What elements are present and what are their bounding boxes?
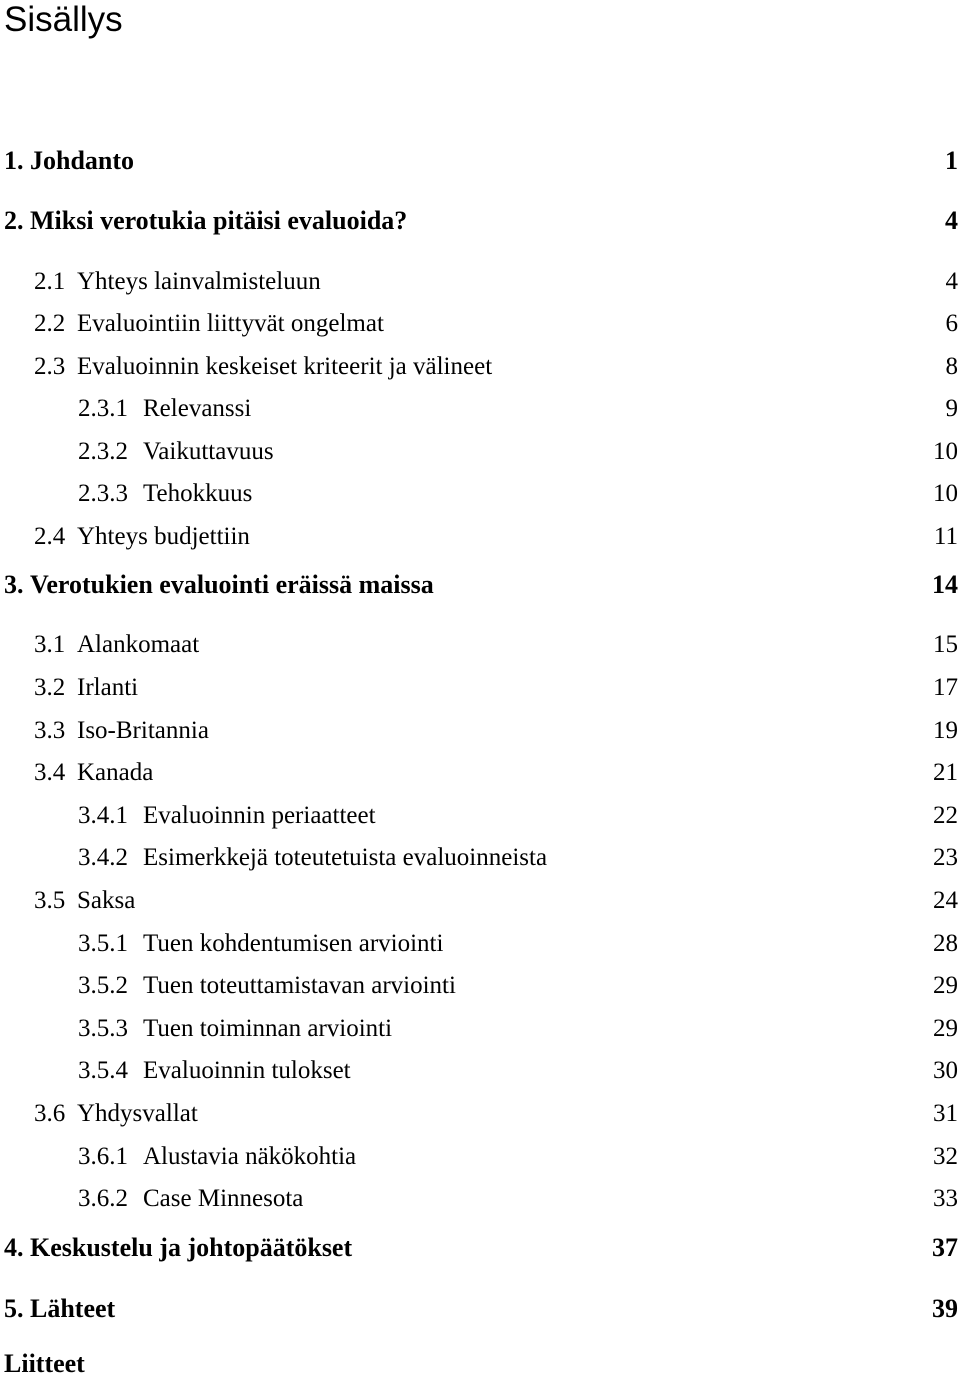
toc-entry-title: Tuen kohdentumisen arviointi [143,930,444,957]
toc-entry[interactable] [0,474,960,514]
toc-entry-title: Alankomaat [77,631,200,658]
toc-entry-page: 19 [933,717,958,744]
toc-entry-number: 2.1 [34,268,66,295]
toc-entry-page: 10 [933,480,958,507]
toc-entry[interactable] [0,711,960,751]
toc-entry-number: 2.3.3 [78,480,128,507]
toc-entry-number: 3.4 [34,759,66,786]
toc-entry-page: 23 [933,844,958,871]
toc-entry-page: 28 [933,930,958,957]
toc-entry[interactable] [0,347,960,387]
toc-entry-page: 37 [932,1233,958,1262]
toc-entry-page: 21 [933,759,958,786]
toc-entry-title: Evaluoinnin periaatteet [143,802,376,829]
toc-entry[interactable] [0,1137,960,1177]
toc-entry-page: 31 [933,1100,958,1127]
toc-entry-number: 3.5.1 [78,930,128,957]
toc-entry-number: 2.2 [34,310,66,337]
toc-entry-title: Yhteys lainvalmisteluun [77,268,321,295]
toc-entry[interactable] [0,565,960,605]
toc-entry[interactable] [0,1179,960,1219]
toc-entry-number: 3.6.1 [78,1143,128,1170]
toc-entry[interactable] [0,924,960,964]
toc-entry-title: Liitteet [4,1349,85,1378]
toc-entry[interactable] [0,1289,960,1329]
toc-entry[interactable] [0,389,960,429]
toc-entry-number: 2.3.1 [78,395,128,422]
toc-entry-title: Case Minnesota [143,1185,304,1212]
toc-entry-page: 33 [933,1185,958,1212]
toc-entry-page: 22 [933,802,958,829]
toc-entry-number: 3.1 [34,631,66,658]
toc-entry[interactable] [0,1051,960,1091]
toc-entry-title: Kanada [77,759,154,786]
toc-entry-title: Tuen toteuttamistavan arviointi [143,972,456,999]
toc-entry[interactable] [0,432,960,472]
toc-entry-page: 4 [945,268,958,295]
toc-entry-title: Verotukien evaluointi eräissä maissa [30,570,434,599]
toc-entry-number: 3.5 [34,887,66,914]
toc-entry-title: Yhteys budjettiin [77,523,250,550]
toc-entry-number: 1. [4,146,24,175]
toc-entry-title: Yhdysvallat [77,1100,198,1127]
toc-entry-number: 3.5.3 [78,1015,128,1042]
toc-entry-title: Saksa [77,887,136,914]
toc-entry-number: 3.2 [34,674,66,701]
toc-entry-page: 29 [933,1015,958,1042]
toc-entry-title: Alustavia näkökohtia [143,1143,357,1170]
toc-entry-page: 9 [945,395,958,422]
toc-entry-page: 1 [945,146,958,175]
toc-entry-title: Miksi verotukia pitäisi evaluoida? [30,206,408,235]
toc-entry[interactable] [0,1009,960,1049]
toc-entry-title: Iso-Britannia [77,717,209,744]
toc-entry-number: 2.4 [34,523,66,550]
toc-entry-page: 4 [945,206,958,235]
toc-entry-page: 15 [933,631,958,658]
toc-entry-page: 11 [933,523,958,550]
toc-entry-number: 3. [4,570,24,599]
toc-entry[interactable] [0,838,960,878]
toc-entry[interactable] [0,796,960,836]
toc-entry-page: 14 [932,570,958,599]
toc-entry-page: 6 [945,310,958,337]
toc-entry[interactable] [0,201,960,241]
toc-entry-title: Evaluointiin liittyvät ongelmat [77,310,384,337]
page-title: Sisällys [4,0,123,39]
toc-entry[interactable] [0,753,960,793]
toc-entry-page: 29 [933,972,958,999]
toc-entry-title: Evaluoinnin tulokset [143,1057,351,1084]
toc-entry-title: Tehokkuus [143,480,253,507]
toc-entry[interactable] [0,881,960,921]
toc-entry-page: 17 [933,674,958,701]
toc-entry-page: 30 [933,1057,958,1084]
toc-entry-title: Keskustelu ja johtopäätökset [30,1233,353,1262]
toc-entry-title: Relevanssi [143,395,252,422]
toc-entry-title: Esimerkkejä toteutetuista evaluoinneista [143,844,548,871]
toc-entry[interactable] [0,1344,960,1384]
toc-entry-number: 3.6.2 [78,1185,128,1212]
toc-entry[interactable] [0,625,960,665]
toc-entry-page: 39 [932,1294,958,1323]
toc-entry[interactable] [0,304,960,344]
toc-entry[interactable] [0,141,960,181]
toc-entry-number: 2.3 [34,353,66,380]
toc-entry-page: 32 [933,1143,958,1170]
toc-entry[interactable] [0,1228,960,1268]
toc-entry-number: 3.3 [34,717,66,744]
toc-entry-title: Lähteet [30,1294,116,1323]
toc-entry-number: 3.6 [34,1100,66,1127]
toc-entry-number: 2. [4,206,24,235]
toc-entry-title: Johdanto [30,146,135,175]
toc-entry-number: 2.3.2 [78,438,128,465]
toc-entry-title: Irlanti [77,674,139,701]
toc-entry[interactable] [0,668,960,708]
toc-entry[interactable] [0,517,960,557]
toc-entry[interactable] [0,262,960,302]
toc-entry[interactable] [0,1094,960,1134]
toc-entry-number: 4. [4,1233,24,1262]
toc-entry-title: Vaikuttavuus [143,438,274,465]
toc-entry-page: 24 [933,887,958,914]
toc-entry-number: 3.5.4 [78,1057,128,1084]
toc-entry-number: 5. [4,1294,24,1323]
toc-entry[interactable] [0,966,960,1006]
toc-entry-number: 3.4.2 [78,844,128,871]
toc-entry-page: 10 [933,438,958,465]
toc-entry-page: 8 [945,353,958,380]
toc-entry-title: Tuen toiminnan arviointi [143,1015,393,1042]
toc-entry-number: 3.4.1 [78,802,128,829]
toc-entry-title: Evaluoinnin keskeiset kriteerit ja välineet [77,353,493,380]
toc-entry-number: 3.5.2 [78,972,128,999]
